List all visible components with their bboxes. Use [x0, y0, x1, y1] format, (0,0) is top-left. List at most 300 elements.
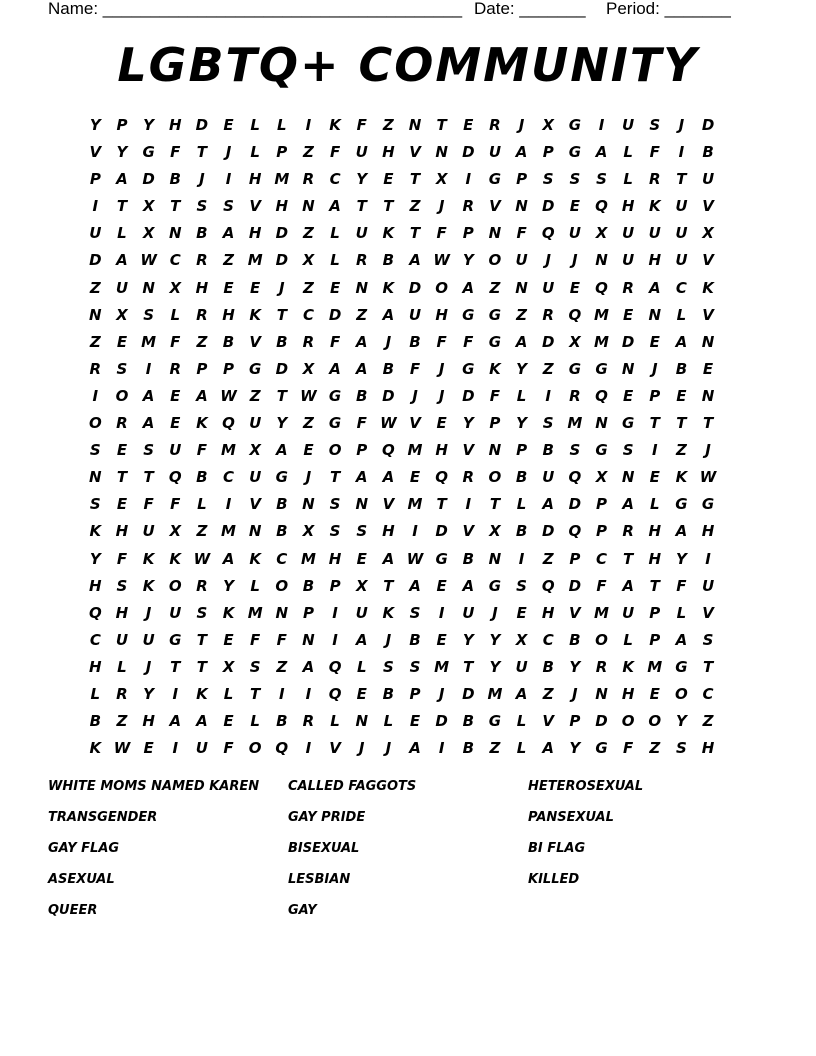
grid-letter[interactable]: B: [196, 224, 208, 243]
grid-letter[interactable]: E: [436, 576, 447, 595]
grid-letter[interactable]: E: [569, 278, 580, 297]
grid-letter[interactable]: D: [435, 522, 448, 541]
grid-letter[interactable]: Z: [89, 332, 101, 351]
grid-letter[interactable]: W: [699, 468, 717, 487]
grid-letter[interactable]: J: [199, 170, 205, 189]
grid-letter[interactable]: U: [249, 414, 262, 433]
grid-letter[interactable]: B: [569, 630, 581, 649]
grid-letter[interactable]: O: [88, 414, 102, 433]
grid-letter[interactable]: J: [279, 278, 285, 297]
grid-letter[interactable]: J: [492, 603, 498, 622]
grid-letter[interactable]: H: [701, 522, 715, 541]
grid-letter[interactable]: C: [89, 630, 101, 649]
grid-letter[interactable]: L: [330, 712, 340, 731]
grid-letter[interactable]: U: [675, 251, 688, 270]
grid-letter[interactable]: V: [702, 305, 714, 324]
grid-letter[interactable]: M: [487, 684, 503, 703]
grid-letter[interactable]: A: [222, 549, 235, 568]
grid-letter[interactable]: I: [305, 739, 312, 758]
grid-letter[interactable]: F: [170, 495, 181, 514]
grid-letter[interactable]: I: [145, 359, 152, 378]
grid-letter[interactable]: D: [275, 224, 289, 243]
grid-letter[interactable]: G: [675, 495, 688, 514]
grid-letter[interactable]: C: [329, 170, 341, 189]
grid-letter[interactable]: B: [462, 712, 474, 731]
grid-letter[interactable]: L: [356, 657, 367, 676]
grid-letter[interactable]: O: [248, 739, 262, 758]
grid-letter[interactable]: C: [302, 305, 314, 324]
grid-letter[interactable]: R: [462, 468, 475, 487]
grid-letter[interactable]: K: [489, 359, 501, 378]
grid-letter[interactable]: E: [569, 197, 580, 216]
grid-letter[interactable]: T: [196, 657, 207, 676]
grid-letter[interactable]: O: [488, 468, 502, 487]
grid-letter[interactable]: F: [356, 116, 367, 134]
grid-letter[interactable]: N: [248, 522, 262, 541]
grid-letter[interactable]: F: [489, 386, 501, 405]
grid-letter[interactable]: N: [621, 468, 635, 487]
grid-letter[interactable]: O: [328, 441, 342, 460]
grid-letter[interactable]: Z: [303, 143, 314, 162]
grid-letter[interactable]: Y: [89, 549, 101, 568]
grid-letter[interactable]: C: [702, 684, 714, 703]
grid-letter[interactable]: Y: [143, 684, 155, 703]
grid-letter[interactable]: A: [595, 143, 608, 162]
grid-letter[interactable]: I: [651, 441, 658, 460]
grid-letter[interactable]: N: [515, 278, 528, 297]
grid-letter[interactable]: T: [702, 657, 714, 676]
grid-letter[interactable]: K: [382, 603, 395, 622]
grid-letter[interactable]: A: [196, 712, 208, 731]
grid-letter[interactable]: I: [598, 116, 605, 134]
grid-letter[interactable]: S: [702, 630, 714, 649]
grid-letter[interactable]: D: [408, 278, 422, 297]
grid-letter[interactable]: I: [92, 197, 99, 216]
grid-letter[interactable]: Z: [489, 739, 501, 758]
grid-letter[interactable]: H: [621, 197, 635, 216]
grid-letter[interactable]: Y: [489, 657, 501, 676]
grid-letter[interactable]: R: [489, 116, 501, 134]
grid-letter[interactable]: J: [412, 386, 418, 405]
grid-letter[interactable]: I: [465, 170, 472, 189]
grid-letter[interactable]: L: [250, 116, 260, 134]
grid-letter[interactable]: U: [622, 116, 635, 134]
grid-letter[interactable]: A: [675, 630, 688, 649]
grid-letter[interactable]: E: [303, 441, 314, 460]
grid-letter[interactable]: A: [142, 414, 155, 433]
grid-letter[interactable]: U: [142, 630, 155, 649]
grid-letter[interactable]: F: [409, 359, 421, 378]
grid-letter[interactable]: M: [434, 657, 450, 676]
grid-letter[interactable]: R: [542, 305, 554, 324]
grid-letter[interactable]: E: [409, 468, 421, 487]
grid-letter[interactable]: N: [355, 495, 368, 514]
grid-letter[interactable]: H: [435, 441, 448, 460]
grid-letter[interactable]: B: [542, 657, 554, 676]
grid-letter[interactable]: M: [594, 332, 609, 351]
grid-letter[interactable]: H: [382, 143, 395, 162]
grid-letter[interactable]: E: [649, 332, 660, 351]
grid-letter[interactable]: W: [300, 386, 317, 405]
grid-letter[interactable]: E: [116, 495, 128, 514]
grid-letter[interactable]: U: [622, 251, 635, 270]
grid-letter[interactable]: L: [277, 116, 287, 134]
grid-letter[interactable]: H: [89, 576, 102, 595]
grid-letter[interactable]: F: [676, 576, 687, 595]
grid-letter[interactable]: I: [92, 386, 99, 405]
grid-letter[interactable]: Z: [196, 522, 208, 541]
grid-letter[interactable]: B: [409, 630, 421, 649]
grid-letter[interactable]: L: [250, 712, 260, 731]
grid-letter[interactable]: Z: [516, 305, 528, 324]
grid-letter[interactable]: U: [515, 251, 528, 270]
grid-letter[interactable]: U: [675, 197, 688, 216]
grid-letter[interactable]: H: [648, 549, 662, 568]
grid-letter[interactable]: B: [276, 522, 288, 541]
grid-letter[interactable]: H: [142, 712, 155, 731]
grid-letter[interactable]: Q: [222, 414, 235, 433]
grid-letter[interactable]: J: [545, 251, 551, 270]
grid-letter[interactable]: C: [675, 278, 687, 297]
grid-letter[interactable]: J: [305, 468, 312, 487]
grid-letter[interactable]: Z: [223, 251, 234, 270]
grid-letter[interactable]: F: [196, 441, 207, 460]
grid-letter[interactable]: L: [676, 603, 687, 622]
grid-letter[interactable]: R: [116, 684, 128, 703]
grid-letter[interactable]: F: [250, 630, 261, 649]
grid-letter[interactable]: E: [250, 278, 261, 297]
grid-letter[interactable]: X: [142, 197, 155, 216]
grid-letter[interactable]: N: [408, 116, 422, 134]
grid-letter[interactable]: A: [382, 305, 395, 324]
grid-letter[interactable]: B: [276, 712, 288, 731]
grid-letter[interactable]: Y: [516, 359, 527, 378]
grid-letter[interactable]: A: [355, 332, 368, 351]
grid-letter[interactable]: T: [116, 468, 128, 487]
grid-letter[interactable]: L: [516, 712, 527, 731]
grid-letter[interactable]: H: [541, 603, 555, 622]
grid-letter[interactable]: H: [168, 116, 182, 134]
grid-letter[interactable]: T: [489, 495, 501, 514]
grid-letter[interactable]: G: [595, 359, 608, 378]
grid-letter[interactable]: P: [196, 359, 208, 378]
grid-letter[interactable]: M: [221, 441, 236, 460]
grid-letter[interactable]: N: [488, 441, 502, 460]
grid-letter[interactable]: A: [355, 359, 368, 378]
grid-letter[interactable]: E: [436, 414, 447, 433]
grid-letter[interactable]: P: [409, 684, 421, 703]
grid-letter[interactable]: Q: [568, 522, 582, 541]
grid-letter[interactable]: K: [142, 576, 155, 595]
grid-letter[interactable]: I: [678, 143, 685, 162]
grid-letter[interactable]: N: [355, 278, 368, 297]
grid-letter[interactable]: S: [516, 576, 527, 595]
grid-letter[interactable]: M: [594, 305, 609, 324]
grid-letter[interactable]: P: [329, 576, 341, 595]
grid-letter[interactable]: P: [542, 143, 554, 162]
grid-letter[interactable]: V: [409, 143, 421, 162]
grid-letter[interactable]: R: [595, 657, 608, 676]
grid-letter[interactable]: T: [116, 197, 128, 216]
grid-letter[interactable]: V: [382, 495, 395, 514]
grid-letter[interactable]: X: [569, 332, 581, 351]
grid-letter[interactable]: T: [196, 630, 207, 649]
grid-letter[interactable]: V: [489, 197, 501, 216]
grid-letter[interactable]: Y: [462, 414, 474, 433]
grid-letter[interactable]: S: [569, 441, 581, 460]
grid-letter[interactable]: D: [462, 143, 475, 162]
grid-letter[interactable]: R: [169, 359, 182, 378]
grid-letter[interactable]: I: [332, 630, 338, 649]
grid-letter[interactable]: Q: [595, 278, 608, 297]
grid-letter[interactable]: Y: [675, 712, 687, 731]
grid-letter[interactable]: A: [382, 549, 395, 568]
grid-letter[interactable]: H: [248, 170, 262, 189]
grid-letter[interactable]: V: [249, 197, 261, 216]
grid-letter[interactable]: Y: [462, 251, 474, 270]
grid-letter[interactable]: Q: [568, 468, 582, 487]
grid-letter[interactable]: U: [568, 224, 581, 243]
grid-letter[interactable]: H: [195, 278, 209, 297]
grid-letter[interactable]: B: [542, 441, 554, 460]
grid-letter[interactable]: Z: [702, 712, 714, 731]
grid-letter[interactable]: G: [488, 170, 502, 189]
grid-letter[interactable]: N: [355, 712, 368, 731]
grid-letter[interactable]: P: [569, 549, 581, 568]
grid-letter[interactable]: O: [621, 712, 635, 731]
grid-letter[interactable]: A: [196, 386, 208, 405]
grid-letter[interactable]: O: [168, 576, 182, 595]
grid-letter[interactable]: E: [623, 305, 634, 324]
grid-letter[interactable]: Y: [462, 630, 474, 649]
grid-letter[interactable]: Y: [143, 116, 155, 134]
grid-letter[interactable]: C: [223, 468, 235, 487]
grid-letter[interactable]: Z: [249, 386, 261, 405]
grid-letter[interactable]: U: [249, 468, 262, 487]
grid-letter[interactable]: F: [516, 224, 527, 243]
grid-letter[interactable]: I: [305, 684, 312, 703]
grid-letter[interactable]: U: [142, 522, 155, 541]
grid-letter[interactable]: S: [329, 522, 341, 541]
grid-letter[interactable]: J: [438, 386, 445, 405]
grid-letter[interactable]: Z: [489, 278, 501, 297]
grid-letter[interactable]: A: [542, 739, 555, 758]
grid-letter[interactable]: A: [276, 441, 288, 460]
grid-letter[interactable]: B: [89, 712, 102, 731]
grid-letter[interactable]: U: [542, 468, 555, 487]
grid-letter[interactable]: S: [649, 116, 661, 134]
grid-letter[interactable]: A: [462, 576, 475, 595]
grid-letter[interactable]: E: [676, 386, 687, 405]
grid-letter[interactable]: N: [701, 386, 715, 405]
grid-letter[interactable]: Q: [541, 576, 555, 595]
grid-letter[interactable]: H: [648, 522, 662, 541]
grid-letter[interactable]: D: [462, 684, 475, 703]
grid-letter[interactable]: A: [515, 143, 528, 162]
grid-letter[interactable]: K: [169, 549, 182, 568]
grid-letter[interactable]: V: [702, 603, 714, 622]
grid-letter[interactable]: T: [329, 468, 341, 487]
grid-letter[interactable]: G: [488, 332, 502, 351]
grid-letter[interactable]: S: [116, 576, 128, 595]
grid-letter[interactable]: V: [702, 251, 714, 270]
grid-letter[interactable]: Z: [276, 657, 288, 676]
grid-letter[interactable]: G: [488, 576, 502, 595]
grid-letter[interactable]: P: [649, 386, 661, 405]
grid-letter[interactable]: Q: [435, 468, 449, 487]
grid-letter[interactable]: U: [355, 143, 368, 162]
grid-letter[interactable]: X: [595, 468, 608, 487]
grid-letter[interactable]: X: [169, 278, 182, 297]
grid-letter[interactable]: A: [169, 712, 182, 731]
grid-letter[interactable]: R: [622, 278, 634, 297]
grid-letter[interactable]: W: [380, 414, 397, 433]
grid-letter[interactable]: Y: [516, 414, 527, 433]
grid-letter[interactable]: A: [462, 278, 475, 297]
grid-letter[interactable]: T: [170, 657, 181, 676]
grid-letter[interactable]: K: [196, 414, 208, 433]
grid-letter[interactable]: F: [463, 332, 474, 351]
grid-letter[interactable]: L: [170, 305, 181, 324]
grid-letter[interactable]: S: [542, 414, 554, 433]
grid-letter[interactable]: Y: [356, 170, 368, 189]
grid-letter[interactable]: L: [623, 143, 633, 162]
grid-letter[interactable]: D: [568, 576, 582, 595]
grid-letter[interactable]: Q: [328, 657, 342, 676]
grid-letter[interactable]: G: [462, 359, 475, 378]
grid-letter[interactable]: A: [409, 739, 421, 758]
grid-letter[interactable]: U: [89, 224, 102, 243]
grid-letter[interactable]: F: [329, 332, 341, 351]
grid-letter[interactable]: Q: [595, 197, 608, 216]
grid-letter[interactable]: I: [332, 603, 338, 622]
grid-letter[interactable]: A: [622, 495, 634, 514]
grid-letter[interactable]: X: [435, 170, 448, 189]
grid-letter[interactable]: T: [649, 576, 660, 595]
grid-letter[interactable]: Q: [275, 739, 289, 758]
grid-letter[interactable]: K: [675, 468, 688, 487]
grid-letter[interactable]: T: [196, 143, 207, 162]
grid-letter[interactable]: C: [276, 549, 288, 568]
grid-letter[interactable]: K: [249, 305, 261, 324]
grid-letter[interactable]: R: [196, 251, 208, 270]
grid-letter[interactable]: A: [302, 657, 315, 676]
grid-letter[interactable]: R: [302, 170, 315, 189]
grid-letter[interactable]: D: [462, 386, 475, 405]
grid-letter[interactable]: V: [569, 603, 581, 622]
grid-letter[interactable]: J: [145, 657, 152, 676]
grid-letter[interactable]: H: [89, 657, 102, 676]
grid-letter[interactable]: E: [223, 630, 234, 649]
grid-letter[interactable]: Y: [569, 657, 581, 676]
grid-letter[interactable]: T: [143, 468, 154, 487]
grid-letter[interactable]: M: [647, 657, 663, 676]
grid-letter[interactable]: Y: [675, 549, 687, 568]
grid-letter[interactable]: E: [649, 684, 660, 703]
grid-letter[interactable]: A: [648, 278, 661, 297]
grid-letter[interactable]: W: [406, 549, 424, 568]
grid-letter[interactable]: L: [676, 305, 687, 324]
grid-letter[interactable]: F: [356, 414, 367, 433]
grid-letter[interactable]: P: [489, 414, 501, 433]
grid-letter[interactable]: N: [168, 224, 182, 243]
grid-letter[interactable]: I: [225, 170, 232, 189]
grid-letter[interactable]: L: [330, 224, 340, 243]
grid-letter[interactable]: N: [89, 305, 102, 324]
grid-letter[interactable]: L: [623, 630, 633, 649]
grid-letter[interactable]: Q: [595, 386, 608, 405]
grid-letter[interactable]: H: [248, 224, 262, 243]
grid-letter[interactable]: G: [169, 630, 182, 649]
grid-letter[interactable]: J: [385, 630, 392, 649]
grid-letter[interactable]: N: [302, 197, 315, 216]
grid-letter[interactable]: Z: [89, 278, 101, 297]
grid-letter[interactable]: D: [568, 495, 582, 514]
grid-letter[interactable]: A: [622, 576, 634, 595]
grid-letter[interactable]: U: [542, 278, 555, 297]
grid-letter[interactable]: J: [358, 739, 365, 758]
grid-letter[interactable]: F: [436, 332, 447, 351]
grid-letter[interactable]: G: [595, 739, 608, 758]
grid-letter[interactable]: U: [115, 630, 129, 649]
grid-letter[interactable]: P: [462, 224, 474, 243]
grid-letter[interactable]: O: [275, 576, 289, 595]
grid-letter[interactable]: X: [302, 359, 315, 378]
grid-letter[interactable]: S: [249, 657, 261, 676]
grid-letter[interactable]: E: [356, 549, 367, 568]
grid-letter[interactable]: A: [515, 684, 528, 703]
grid-letter[interactable]: A: [675, 332, 688, 351]
grid-letter[interactable]: E: [516, 603, 527, 622]
grid-letter[interactable]: I: [438, 603, 445, 622]
grid-letter[interactable]: I: [518, 549, 525, 568]
grid-letter[interactable]: E: [702, 359, 714, 378]
grid-letter[interactable]: M: [141, 332, 157, 351]
grid-letter[interactable]: U: [115, 278, 129, 297]
grid-letter[interactable]: E: [409, 712, 421, 731]
grid-letter[interactable]: P: [569, 712, 581, 731]
grid-letter[interactable]: F: [596, 576, 607, 595]
grid-letter[interactable]: E: [170, 386, 181, 405]
grid-letter[interactable]: E: [623, 386, 634, 405]
grid-letter[interactable]: D: [541, 197, 555, 216]
grid-letter[interactable]: I: [172, 739, 179, 758]
grid-letter[interactable]: L: [516, 495, 527, 514]
grid-letter[interactable]: G: [568, 116, 581, 134]
grid-letter[interactable]: A: [675, 522, 688, 541]
grid-letter[interactable]: R: [196, 305, 208, 324]
grid-letter[interactable]: L: [516, 739, 527, 758]
grid-letter[interactable]: S: [89, 495, 101, 514]
grid-letter[interactable]: K: [89, 739, 102, 758]
grid-letter[interactable]: I: [465, 495, 472, 514]
grid-letter[interactable]: P: [595, 495, 607, 514]
grid-letter[interactable]: L: [516, 386, 527, 405]
grid-letter[interactable]: N: [302, 630, 315, 649]
grid-letter[interactable]: Z: [196, 332, 208, 351]
grid-letter[interactable]: U: [355, 603, 368, 622]
grid-letter[interactable]: S: [409, 657, 421, 676]
grid-letter[interactable]: D: [435, 712, 448, 731]
grid-letter[interactable]: O: [595, 630, 608, 649]
grid-letter[interactable]: T: [463, 657, 474, 676]
grid-letter[interactable]: B: [409, 332, 421, 351]
grid-letter[interactable]: K: [622, 657, 634, 676]
grid-letter[interactable]: H: [701, 739, 715, 758]
grid-letter[interactable]: S: [196, 603, 208, 622]
grid-letter[interactable]: T: [409, 224, 421, 243]
grid-letter[interactable]: G: [488, 712, 502, 731]
